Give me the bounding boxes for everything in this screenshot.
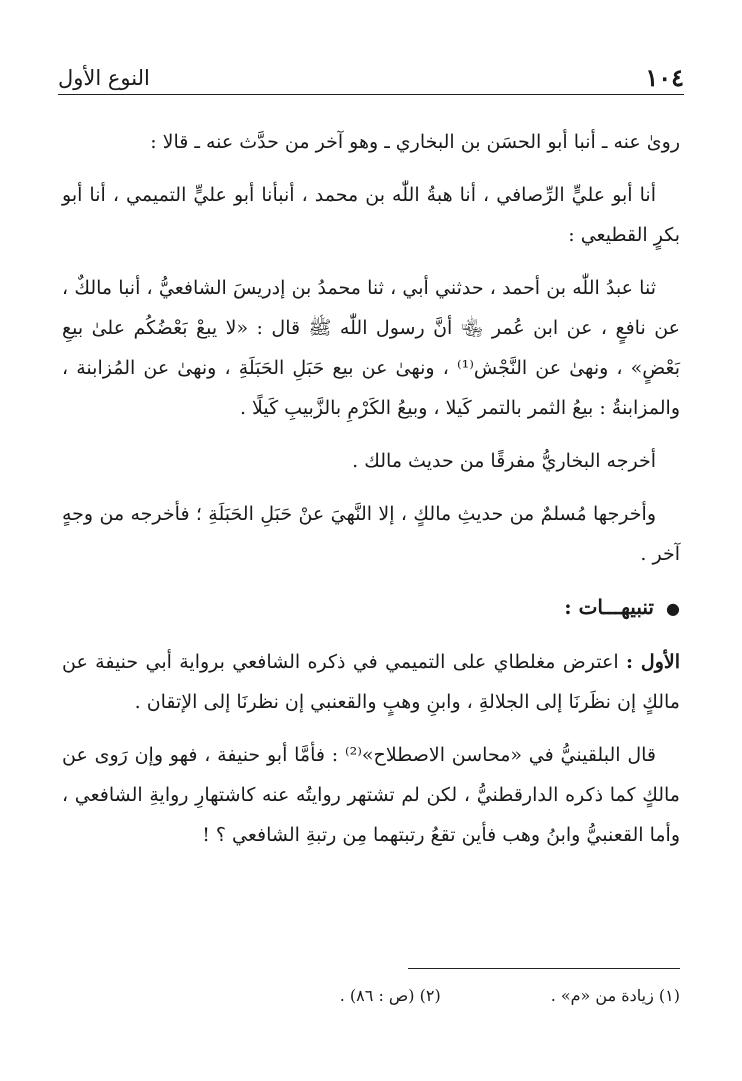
- page-body: [62, 122, 680, 868]
- footnote-2: (٢) (ص : ٨٦) .: [339, 986, 441, 1005]
- bullet-icon: ●: [666, 599, 680, 618]
- first-note-label: الأول :: [625, 651, 680, 673]
- footnote-1: (١) زيادة من «م» .: [550, 986, 680, 1005]
- running-title: النوع الأول: [58, 66, 150, 90]
- page-header: [58, 58, 684, 95]
- first-note-text: اعترض مغلطاي على التميمي في ذكره الشافعي برواية أبي حنيفة عن مالكٍ إن نظَرنَا إلى الجلالةِ ، وابنِ وهبٍ والقعنبي إن نظرنَا إلى الإتقان .: [62, 651, 680, 713]
- paragraph-4: أخرجه البخاريُّ مفرقًا من حديث مالك .: [352, 450, 656, 472]
- first-note: [62, 642, 680, 722]
- notes-heading-line: [62, 587, 680, 629]
- paragraph-2: أنا أبو عليٍّ الرِّصافي ، أنا هبةُ اللّٰه بن محمد ، أنبأنا أبو عليٍّ التميمي ، أنا أبو بكرٍ القطيعي :: [62, 184, 680, 246]
- closing-paragraph: قال البلقينيُّ في «محاسن الاصطلاح»⁽²⁾ : فأمَّا أبو حنيفة ، فهو وإن رَوى عن مالكٍ كما ذكره الدارقطنيُّ ، لكن لم تشتهر روايتُه عنه كاشتهارِ روايةِ الشافعي ، وأما القعنبيُّ وابنُ وهب فأين تقعُ رتبتهما مِن رتبةِ الشافعي ؟ !: [62, 744, 680, 846]
- paragraph-3: ثنا عبدُ اللّٰه بن أحمد ، حدثني أبي ، ثنا محمدُ بن إدريسَ الشافعيُّ ، أنبا مالكٌ ، عن نافعٍ ، عن ابن عُمر ﵄ أنَّ رسول اللّٰه ﷺ قال : «لا يبعْ بَعْضُكُم علىٰ بيعِ بَعْضٍ» ، ونهىٰ عن النَّجْش⁽¹⁾ ، ونهىٰ عن بيع حَبَلِ الحَبَلَةِ ، ونهىٰ عن المُزابنة ، والمزابنةُ : بيعُ الثمر بالتمر كَيلا ، وبيعُ الكَرْمِ بالزَّبيبِ كَيلًا .: [62, 277, 680, 419]
- page-number: ١٠٤: [645, 63, 684, 92]
- paragraph-5: وأخرجها مُسلمٌ من حديثِ مالكٍ ، إلا النَّهيَ عنْ حَبَلِ الحَبَلَةِ ؛ فأخرجه من وجهٍ آخر .: [62, 503, 680, 565]
- notes-heading: تنبيهـــات :: [564, 595, 654, 619]
- paragraph-1: روىٰ عنه ـ أنبا أبو الحسَن بن البخاري ـ وهو آخر من حدَّث عنه ـ قالا :: [150, 131, 680, 153]
- footnotes: [62, 986, 680, 1005]
- footnote-divider: [408, 968, 680, 969]
